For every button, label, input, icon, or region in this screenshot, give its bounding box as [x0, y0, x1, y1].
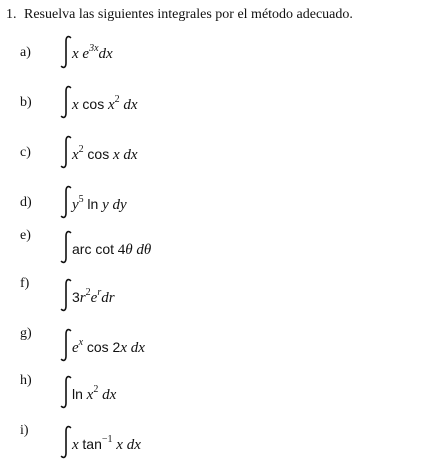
exercise-i [0, 423, 433, 466]
integrand-expression: $\ln x^2$ dx [72, 384, 117, 403]
integrand-expression: x $\cos x^2$ dx [72, 94, 138, 113]
integrand-expression: $x^2$ cos x dx [72, 144, 138, 163]
exercise-label: d) [20, 195, 32, 210]
exercise-label: b) [20, 95, 32, 110]
problem-number: 1. [6, 7, 17, 22]
exercise-a [0, 36, 433, 76]
exercise-label: g) [20, 326, 32, 341]
exercise-label: a) [20, 45, 31, 60]
exercise-label: h) [20, 373, 32, 388]
exercise-e [0, 228, 433, 271]
exercise-h [0, 373, 433, 416]
exercise-d [0, 186, 433, 226]
problem-instruction: Resuelva las siguientes integrales por el método adecuado. [24, 7, 353, 22]
exercise-f [0, 276, 433, 319]
problem-heading [6, 6, 353, 24]
integrand-expression: arc cot 4θ dθ [72, 241, 152, 258]
exercise-b [0, 86, 433, 126]
exercise-label: e) [20, 228, 31, 243]
integrand-expression: $y^5$ ln y dy [72, 194, 127, 213]
exercise-label: c) [20, 145, 31, 160]
exercise-label: i) [20, 423, 29, 438]
integrand-expression: $3r^2e^rdr$ [72, 287, 115, 306]
integrand-expression: x $e^{3x}dx$ [72, 43, 113, 62]
exercise-g [0, 326, 433, 369]
exercise-label: f) [20, 276, 30, 291]
exercise-c [0, 136, 433, 176]
integrand-expression: $e^x$ cos 2x dx [72, 337, 145, 356]
integrand-expression: x $\tan^{-1} x$ dx [72, 434, 141, 453]
